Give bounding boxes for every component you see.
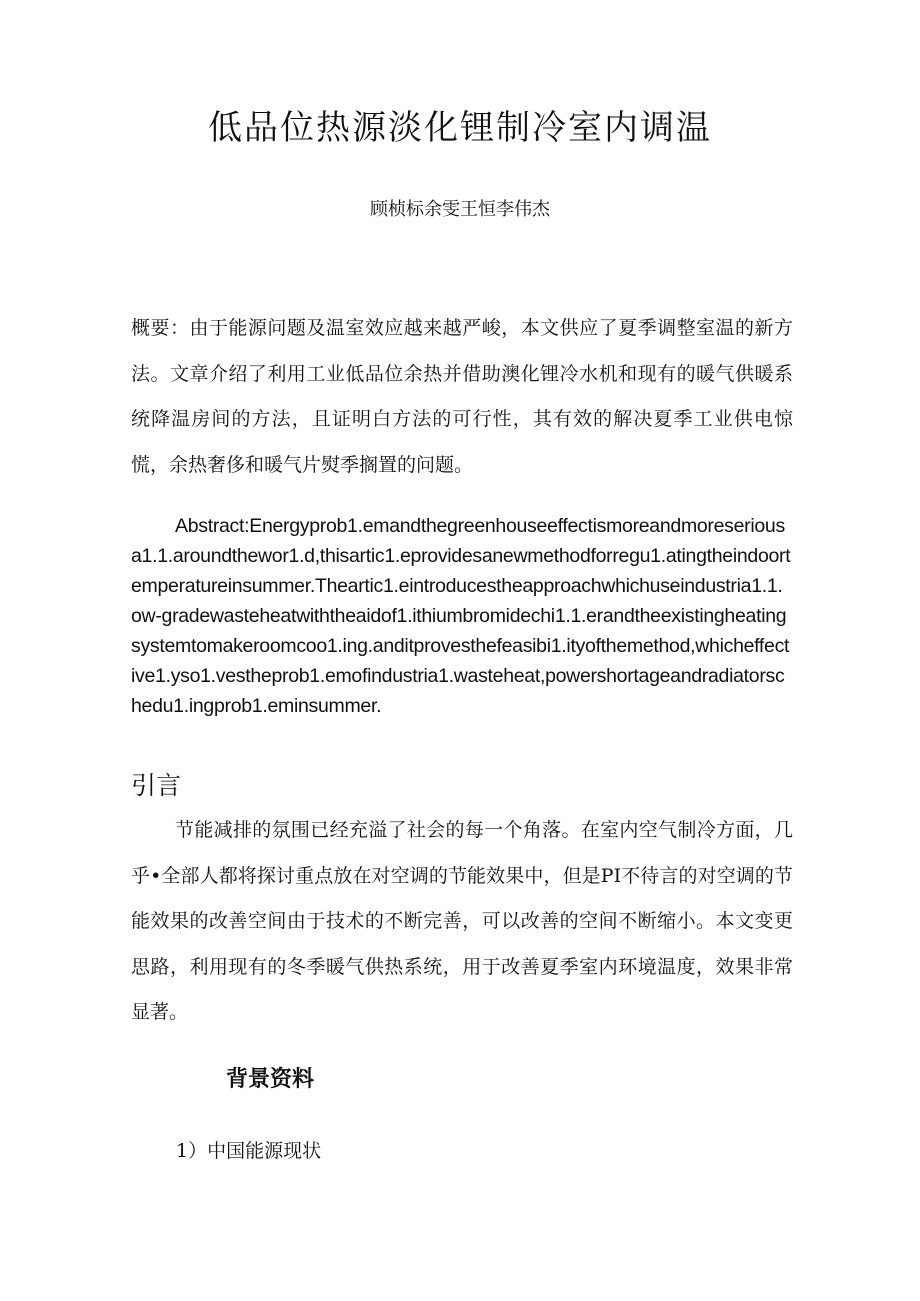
author-list: 顾桢标余雯王恒李伟杰 bbox=[370, 199, 550, 220]
introduction-paragraph: 节能减排的氛围已经充溢了社会的每一个角落。在室内空气制冷方面，几乎•全部人都将探讨重点放在对空调的节能效果中，但是PI不待言的对空调的节能效果的改善空间由于技术的不断完善，可以改善的空间不断缩小。本文变更思路，利用现有的冬季暖气供热系统，用于改善夏季室内环境温度，效果非常显著。 bbox=[131, 819, 793, 1023]
subsection-heading-energy-status: 1）中国能源现状 bbox=[176, 1140, 322, 1162]
section-heading-introduction: 引言 bbox=[131, 771, 182, 800]
paper-title: 低品位热源淡化锂制冷室内调温 bbox=[208, 108, 712, 148]
abstract-english: Abstract:Energyprob1.emandthegreenhouseeffectismoreandmoreseriousa1.1.aroundthewor1.d,thisartic1.eprovidesanewmethodforregu1.atingtheindoortemperatureinsummer.Theartic1.eintroducestheapproachwhichuseindustria1.1.ow-gradewasteheatwiththeaidof1.ithiumbromidechi1.1.erandtheexistingheatingsystemtomakeroomcoo1.ing.anditprovesthefeasibi1.ityofthemethod,whicheffective1.yso1.vestheprob1.emofindustria1.wasteheat,powershortageandradiatorschedu1.ingprob1.eminsummer. bbox=[131, 515, 791, 717]
section-heading-background: 背景资料 bbox=[226, 1067, 315, 1092]
abstract-chinese: 概要：由于能源问题及温室效应越来越严峻，本文供应了夏季调整室温的新方法。文章介绍了利用工业低品位余热并借助澳化锂冷水机和现有的暖气供暖系统降温房间的方法，且证明白方法的可行性，其有效的解决夏季工业供电惊慌，余热奢侈和暖气片熨季搁置的问题。 bbox=[131, 317, 793, 476]
